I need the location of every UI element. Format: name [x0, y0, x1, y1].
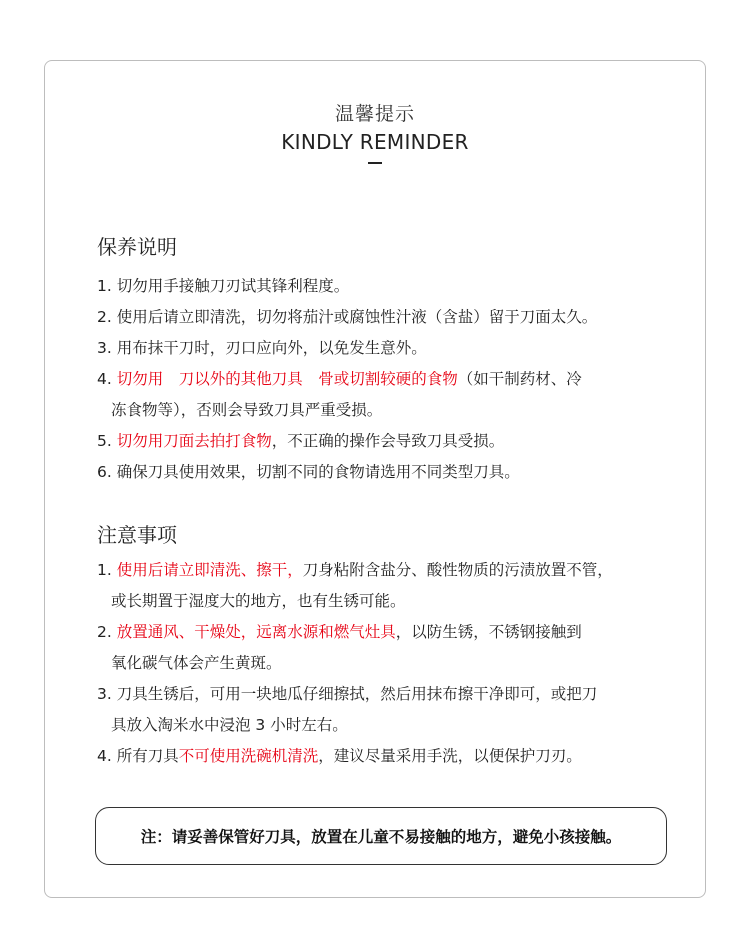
note-box: 注：请妥善保管好刀具，放置在儿童不易接触的地方，避免小孩接触。 — [95, 807, 667, 865]
maintenance-list — [97, 271, 677, 488]
title-en: KINDLY REMINDER — [281, 130, 469, 154]
item-text: ，以防生锈，不锈钢接触到 — [395, 623, 582, 641]
list-item — [97, 617, 677, 679]
item-number: 3. — [97, 339, 112, 357]
item-highlight: 使用后请立即清洗、擦干， — [116, 561, 303, 579]
item-number: 4. — [97, 370, 112, 388]
item-text-continued: 或长期置于湿度大的地方，也有生锈可能。 — [111, 592, 406, 610]
header — [45, 99, 705, 164]
caution-title: 注意事项 — [97, 523, 177, 547]
item-text: 确保刀具使用效果，切割不同的食物请选用不同类型刀具。 — [116, 463, 520, 481]
maintenance-title: 保养说明 — [97, 235, 177, 259]
item-text: 切勿用手接触刀刃试其锋利程度。 — [116, 277, 350, 295]
item-text: 使用后请立即清洗，切勿将茄汁或腐蚀性汁液（含盐）留于刀面太久。 — [116, 308, 598, 326]
item-text: 所有刀具 — [116, 747, 179, 765]
list-item — [97, 302, 677, 333]
list-item — [97, 555, 677, 617]
item-highlight: 不可使用洗碗机清洗 — [178, 747, 319, 765]
item-number: 1. — [97, 561, 112, 579]
list-item — [97, 741, 677, 772]
item-highlight: 切勿用 刀以外的其他刀具 骨或切割较硬的食物 — [116, 370, 458, 388]
list-item — [97, 333, 677, 364]
item-number: 3. — [97, 685, 112, 703]
item-number: 4. — [97, 747, 112, 765]
item-text: ，建议尽量采用手洗，以便保护刀刃。 — [318, 747, 582, 765]
item-text-continued: 氧化碳气体会产生黄斑。 — [111, 654, 282, 672]
caution-list — [97, 555, 677, 772]
item-number: 6. — [97, 463, 112, 481]
title-cn: 温馨提示 — [334, 103, 415, 125]
item-number: 1. — [97, 277, 112, 295]
list-item — [97, 364, 677, 426]
item-highlight: 放置通风、干燥处，远离水源和燃气灶具 — [116, 623, 396, 641]
reminder-card — [44, 60, 706, 898]
list-item — [97, 426, 677, 457]
item-text: ，不正确的操作会导致刀具受损。 — [271, 432, 505, 450]
list-item — [97, 457, 677, 488]
list-item — [97, 679, 677, 741]
item-text: 刀具生锈后，可用一块地瓜仔细擦拭，然后用抹布擦干净即可，或把刀 — [116, 685, 598, 703]
item-text: 用布抹干刀时，刃口应向外，以免发生意外。 — [116, 339, 427, 357]
item-text-continued: 冻食物等），否则会导致刀具严重受损。 — [111, 401, 383, 419]
item-number: 2. — [97, 308, 112, 326]
list-item — [97, 271, 677, 302]
item-number: 2. — [97, 623, 112, 641]
item-number: 5. — [97, 432, 112, 450]
title-divider — [368, 162, 382, 164]
item-text-continued: 具放入淘米水中浸泡 3 小时左右。 — [111, 716, 348, 734]
item-text: 刀身粘附含盐分、酸性物质的污渍放置不管， — [302, 561, 613, 579]
item-text: （如干制药材、冷 — [457, 370, 582, 388]
item-highlight: 切勿用刀面去拍打食物 — [116, 432, 272, 450]
